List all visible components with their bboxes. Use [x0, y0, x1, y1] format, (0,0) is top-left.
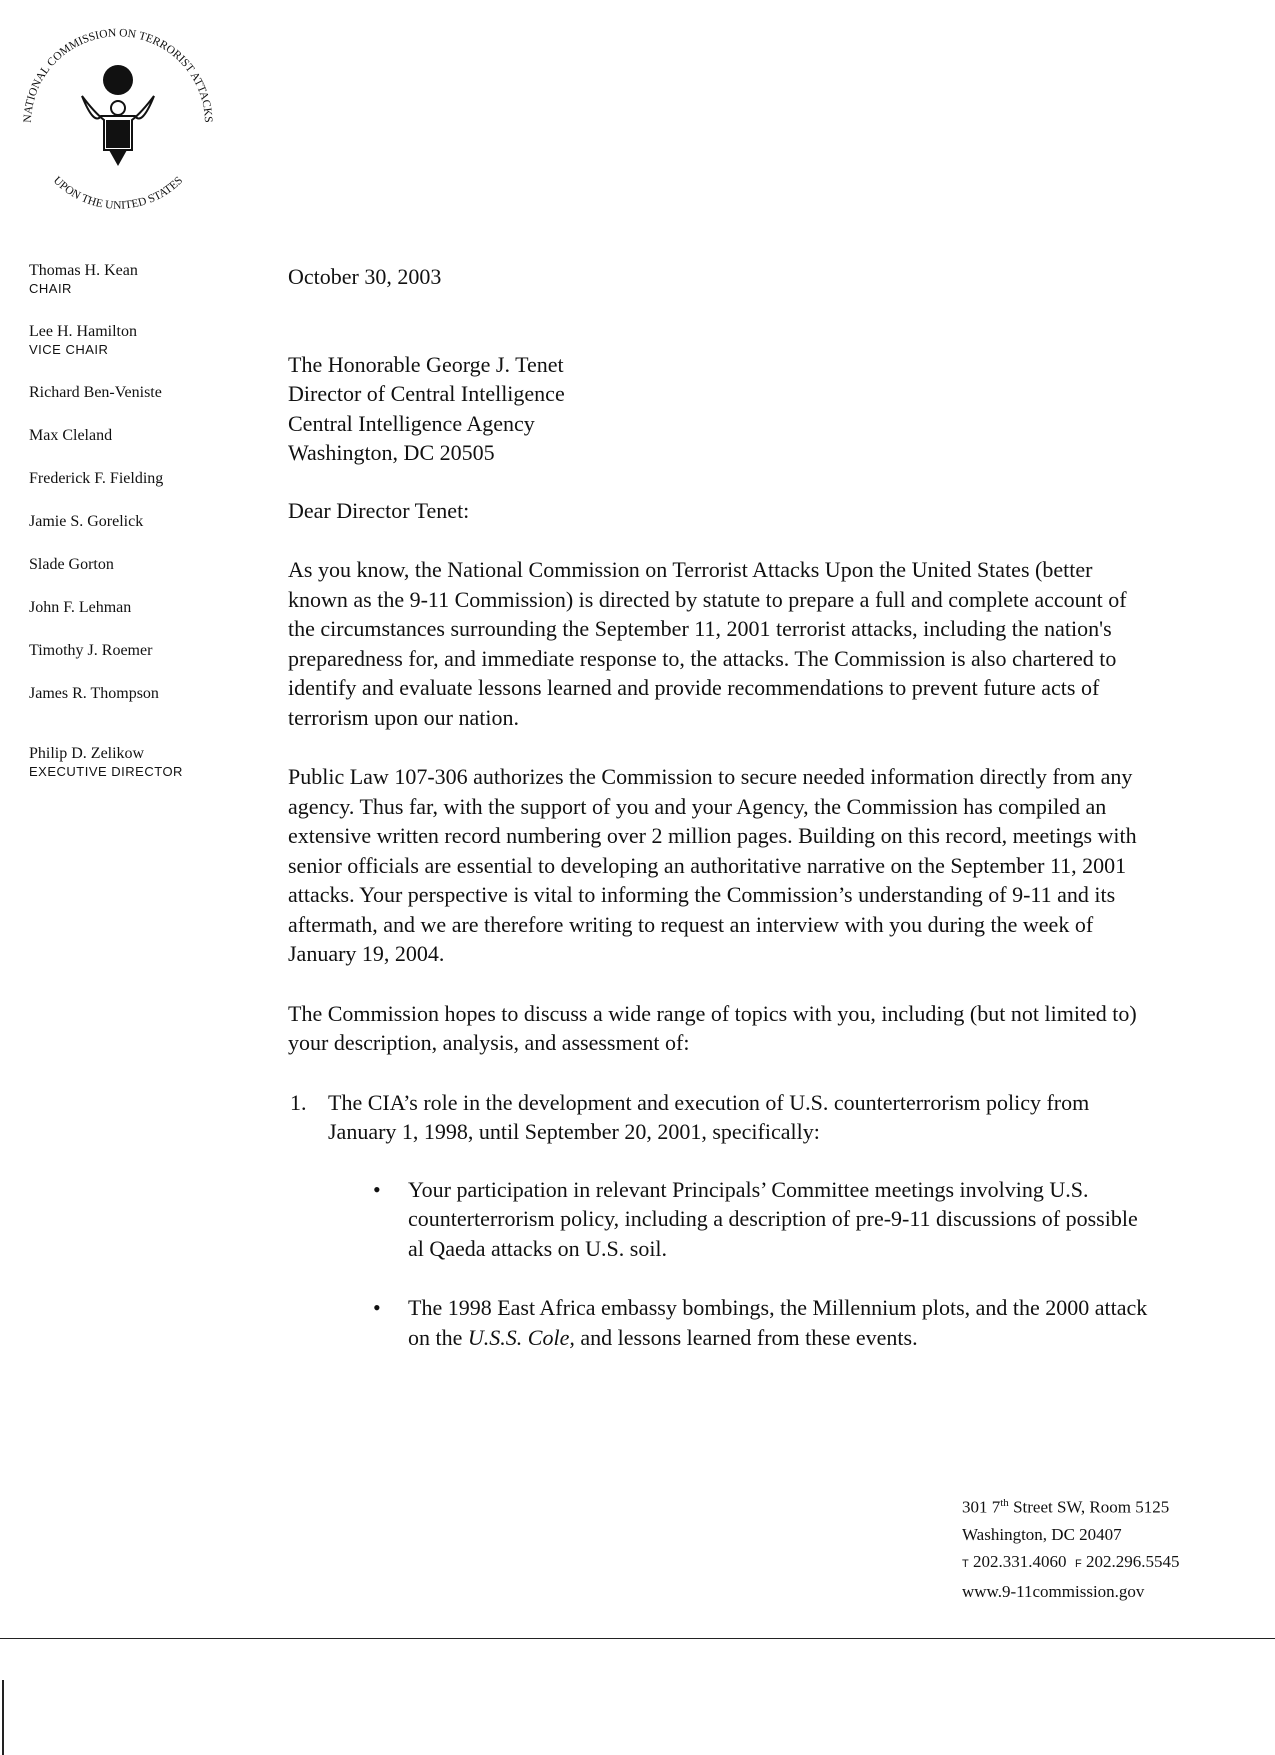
bullet-text: Your participation in relevant Principals’ Committee meetings involving U.S. counterterrorism policy, including a description of pre-9-11 discussions of possible al Qaeda attacks on U.S. soil.: [408, 1176, 1138, 1261]
topic-list: [288, 1088, 1148, 1353]
address-line: Washington, DC 20505: [288, 440, 495, 465]
member-entry: [29, 427, 219, 445]
divider-line: [0, 1638, 1275, 1639]
bullet-list: [368, 1175, 1148, 1353]
member-name: Slade Gorton: [29, 556, 114, 573]
member-name: James R. Thompson: [29, 685, 159, 702]
bullet-icon: •: [373, 1295, 381, 1320]
recipient-address: [288, 350, 1148, 468]
member-name: Philip D. Zelikow: [29, 745, 145, 762]
eagle-emblem-icon: [82, 65, 154, 166]
member-entry: [29, 599, 219, 617]
address-line: The Honorable George J. Tenet: [288, 351, 564, 377]
member-name: Lee H. Hamilton: [29, 323, 137, 340]
address-line: Central Intelligence Agency: [288, 410, 535, 436]
member-entry: [29, 642, 219, 660]
street-address: [962, 1490, 1179, 1521]
phone-label: T: [962, 1557, 969, 1570]
bullet-text: and lessons learned from these events.: [574, 1324, 918, 1350]
bullet-text: The 1998 East Africa embassy bombings, the Millennium plots, and the 2000 attack on the: [408, 1295, 1148, 1350]
letter-body: [288, 262, 1148, 1382]
member-entry: [29, 685, 219, 703]
paragraph: Public Law 107-306 authorizes the Commission to secure needed information directly from any agency. Thus far, with the support of you and your Agency, the Commission has compiled an extensive written record numbering over 2 million pages. Building on this record, meetings with senior officials are essential to developing an authoritative narrative on the September 11, 2001 attacks. Your perspective is vital to informing the Commission’s understanding of 9-11 and its aftermath, and we are therefore writing to request an interview with you during the week of January 19, 2004.: [288, 764, 1137, 966]
member-role: EXECUTIVE DIRECTOR: [29, 764, 183, 779]
member-role: VICE CHAIR: [29, 342, 109, 357]
seal-text-bottom: UPON THE UNITED STATES: [50, 174, 186, 212]
member-name: Frederick F. Fielding: [29, 470, 164, 487]
city-line: Washington, DC 20407: [962, 1524, 1122, 1544]
website-link[interactable]: www.9-11commission.gov: [962, 1581, 1145, 1601]
paragraph: As you know, the National Commission on Terrorist Attacks Upon the United States (better known as the 9-11 Commission) is directed by statute to prepare a full and complete account of the circumstances surrounding the September 11, 2001 terrorist attacks, including the nation's preparedness for, and immediate response to, the attacks. The Commission is also chartered to identify and evaluate lessons learned and provide recommendations to prevent future acts of terrorism upon our nation.: [288, 557, 1127, 730]
member-entry: [29, 513, 219, 531]
street-name: Street SW, Room 5125: [1008, 1497, 1170, 1517]
street-suffix: th: [1000, 1497, 1009, 1509]
list-item: [288, 1088, 1148, 1353]
member-entry: [29, 470, 219, 488]
salutation: Dear Director Tenet:: [288, 497, 470, 523]
member-entry: [29, 262, 219, 298]
street-number: 301 7: [962, 1497, 1001, 1517]
contact-footer: [962, 1490, 1179, 1605]
executive-director-entry: [29, 745, 219, 781]
member-entry: [29, 323, 219, 359]
ship-name: U.S.S. Cole,: [467, 1324, 575, 1350]
seal-text-top: NATIONAL COMMISSION ON TERRORIST ATTACKS: [21, 27, 215, 123]
bullet-item: [368, 1293, 1148, 1352]
member-name: Timothy J. Roemer: [29, 642, 153, 659]
member-name: Jamie S. Gorelick: [29, 513, 144, 530]
scan-edge-mark: [2, 1680, 4, 1755]
phone-line: [962, 1548, 1179, 1578]
fax-label: F: [1074, 1557, 1082, 1570]
paragraph: The Commission hopes to discuss a wide range of topics with you, including (but not limited to) your description, analysis, and assessment of:: [288, 1000, 1137, 1055]
member-name: Richard Ben-Veniste: [29, 384, 162, 401]
letter-date: October 30, 2003: [288, 264, 442, 289]
address-line: Director of Central Intelligence: [288, 381, 565, 406]
list-number: 1.: [290, 1089, 307, 1115]
commission-members-list: [29, 262, 219, 806]
bullet-icon: •: [373, 1176, 381, 1202]
member-entry: [29, 384, 219, 402]
list-text: The CIA’s role in the development and execution of U.S. counterterrorism policy from January 1, 1998, until September 20, 2001, specifically:: [328, 1089, 1090, 1144]
member-name: Thomas H. Kean: [29, 262, 138, 279]
member-role: CHAIR: [29, 281, 72, 296]
phone-number: 202.331.4060: [972, 1551, 1067, 1571]
commission-seal-logo: [18, 18, 218, 218]
fax-number: 202.296.5545: [1085, 1551, 1180, 1571]
bullet-item: [368, 1175, 1148, 1264]
member-name: John F. Lehman: [29, 599, 132, 616]
member-name: Max Cleland: [29, 427, 113, 444]
member-entry: [29, 556, 219, 574]
